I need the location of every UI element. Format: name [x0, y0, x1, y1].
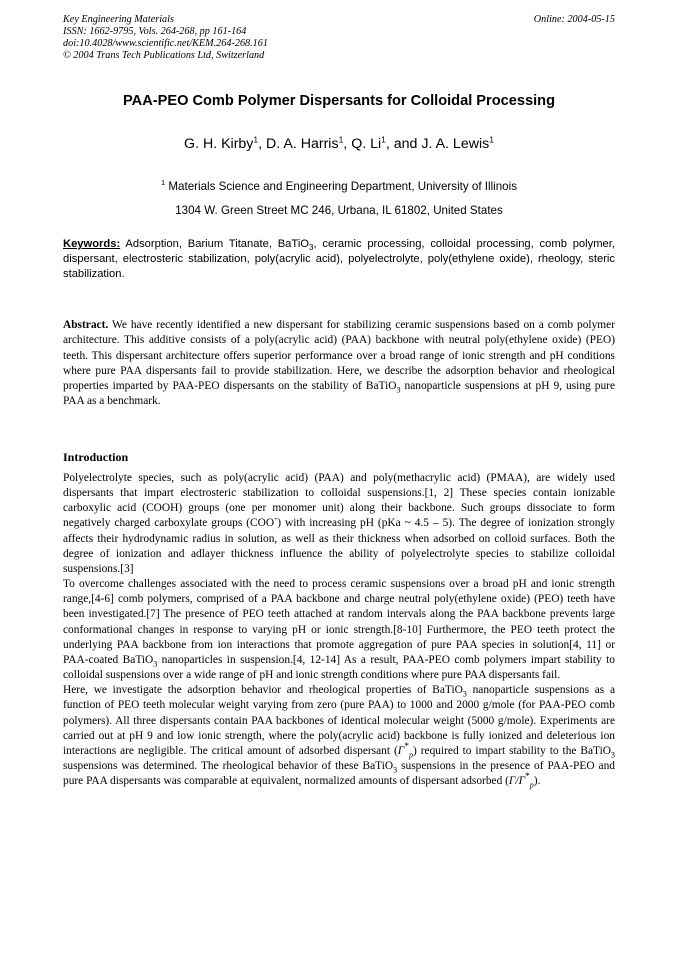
- author-separator: ,: [258, 136, 267, 152]
- online-date: Online: 2004-05-15: [533, 14, 615, 25]
- journal-header: [63, 14, 615, 62]
- affiliation-line-2: 1304 W. Green Street MC 246, Urbana, IL 61802, United States: [175, 204, 503, 217]
- keywords-text: , ceramic processing, colloidal processing, comb polymer, dispersant, electrosteric stabilization, poly(acrylic acid), polyelectrolyte, poly(ethylene oxide), rheology, steric stabilization.: [63, 238, 615, 280]
- abstract-text: nanoparticle suspensions at pH 9, using pure PAA as a benchmark.: [63, 380, 616, 408]
- subscript: 3: [462, 689, 467, 699]
- abstract-text: We have recently identified a new dispersant for stabilizing ceramic suspensions based on a comb polymer architecture. This additive consists of a poly(acrylic acid) (PAA) backbone with neutral poly(ethylene oxide) (PEO) teeth. This dispersant architecture offers superior performance over a broad range of ionic strength and pH conditions where pure PAA dispersants fail to provide stabilization. Here, we describe the adsorption behavior and rheological properties imparted by PAA-PEO dispersants on the stability of BaTiO: [63, 319, 615, 393]
- paragraph-text: To overcome challenges associated with the need to process ceramic suspensions over a broad pH and ionic strength range,[4-6] comb polymers, comprised of a PAA backbone and charge neutral poly(ethylene oxide) (PEO) teeth have been investigated.[7] The presence of PEO teeth attached at random intervals along the PAA backbone prevents large conformational changes in response to varying pH or ionic strength.[8-10] Furthermore, the PEO teeth protect the underlying PAA backbone from ion interactions that promote aggregation of pure PAA species in solution[4, 11] or PAA-coated BaTiO: [63, 578, 615, 666]
- intro-paragraph-3: [63, 683, 615, 789]
- paragraph-text: Here, we investigate the adsorption behavior and rheological properties of BaTiO: [63, 684, 463, 697]
- author-affil-mark: 1: [253, 134, 259, 145]
- affiliation-line-1: [0, 180, 678, 193]
- paragraph-text: nanoparticles in suspension.[4, 12-14] As a result, PAA-PEO comb polymers impart stability to colloidal suspensions over a wide range of pH and ionic strength conditions where pure PAA dispersants fail.: [63, 653, 615, 682]
- paragraph-text: ).: [533, 775, 541, 788]
- affiliation-mark: 1: [160, 178, 166, 188]
- subscript: 3: [610, 750, 615, 760]
- introduction-heading: Introduction: [63, 450, 129, 464]
- superscript: -: [274, 514, 278, 525]
- keywords-text: Adsorption, Barium Titanate, BaTiO: [120, 238, 310, 250]
- issn-line: ISSN: 1662-9795, Vols. 264-268, pp 161-164: [63, 26, 247, 37]
- journal-name: Key Engineering Materials: [63, 14, 174, 25]
- author-name: J. A. Lewis: [421, 136, 490, 152]
- author-affil-mark: 1: [338, 134, 344, 145]
- subscript: 3: [153, 659, 158, 669]
- author-separator: , and: [385, 136, 422, 152]
- superscript: *: [525, 772, 530, 783]
- doi-line: doi:10.4028/www.scientific.net/KEM.264-268.161: [63, 38, 268, 49]
- abstract-label: Abstract.: [63, 319, 109, 331]
- keywords-block: [63, 237, 615, 282]
- abstract-block: [63, 318, 615, 410]
- author-affil-mark: 1: [489, 134, 494, 145]
- subscript: 3: [396, 385, 401, 395]
- author-name: D. A. Harris: [266, 136, 339, 152]
- keywords-label: Keywords:: [63, 238, 121, 250]
- superscript: *: [404, 742, 409, 753]
- author-separator: ,: [343, 136, 352, 152]
- subscript: 3: [309, 243, 314, 253]
- subscript: p: [409, 750, 413, 760]
- affiliation-department: Materials Science and Engineering Department, University of Illinois: [165, 180, 517, 193]
- paragraph-text: ) with increasing pH (pKa ~ 4.5 – 5). The degree of ionization strongly affects their hydrodynamic radius in solution, as well as their thickness when adsorbed on colloid surfaces. Both the degree of ionization and adlayer thickness influence the ability of polyelectrolyte species to stabilize colloidal suspensions.[3]: [63, 517, 615, 575]
- intro-paragraph-2: [63, 577, 615, 683]
- paragraph-text: nanoparticle suspensions as a function of PEO teeth molecular weight varying from zero (pure PAA) to 1000 and 2000 g/mole (for PAA-PEO comb polymers). All three dispersants contain PAA backbones of identical molecular weight (5000 g/mole). Experiments are carried out at pH 9 and low ionic strength, where the poly(acrylic acid) backbone is fully ionized and deleterious ion interactions are negligible. The critical amount of adsorbed dispersant (: [63, 684, 615, 757]
- author-list: [0, 136, 678, 152]
- paragraph-text: ) required to impart stability to the BaTiO: [413, 744, 611, 757]
- introduction-body: [63, 471, 615, 789]
- paragraph-text: Polyelectrolyte species, such as poly(acrylic acid) (PAA) and poly(methacrylic acid) (PMAA), are widely used dispersants that impart electrosteric stabilization to colloidal suspensions.[1, 2] These species contain ionizable carboxylic acid (COOH) groups (one per monomer unit) along their backbone. Such groups dissociate to form negatively charged carboxylate groups (COO: [63, 472, 615, 530]
- author-name: Q. Li: [351, 136, 382, 152]
- paragraph-text: suspensions was determined. The rheological behavior of these BaTiO: [63, 759, 394, 772]
- gamma-ratio-symbol: Γ/Γ: [508, 775, 526, 788]
- subscript: 3: [393, 765, 398, 775]
- author-name: G. H. Kirby: [184, 136, 254, 152]
- intro-paragraph-1: [63, 471, 615, 577]
- copyright-line: © 2004 Trans Tech Publications Ltd, Switzerland: [63, 50, 265, 61]
- paper-title: PAA-PEO Comb Polymer Dispersants for Colloidal Processing: [123, 93, 555, 109]
- author-affil-mark: 1: [381, 134, 386, 145]
- gamma-symbol: Γ: [397, 744, 405, 757]
- paragraph-text: suspensions in the presence of PAA-PEO and pure PAA dispersants was comparable at equivalent, normalized amounts of dispersant adsorbed (: [63, 759, 615, 788]
- subscript: p: [529, 780, 534, 790]
